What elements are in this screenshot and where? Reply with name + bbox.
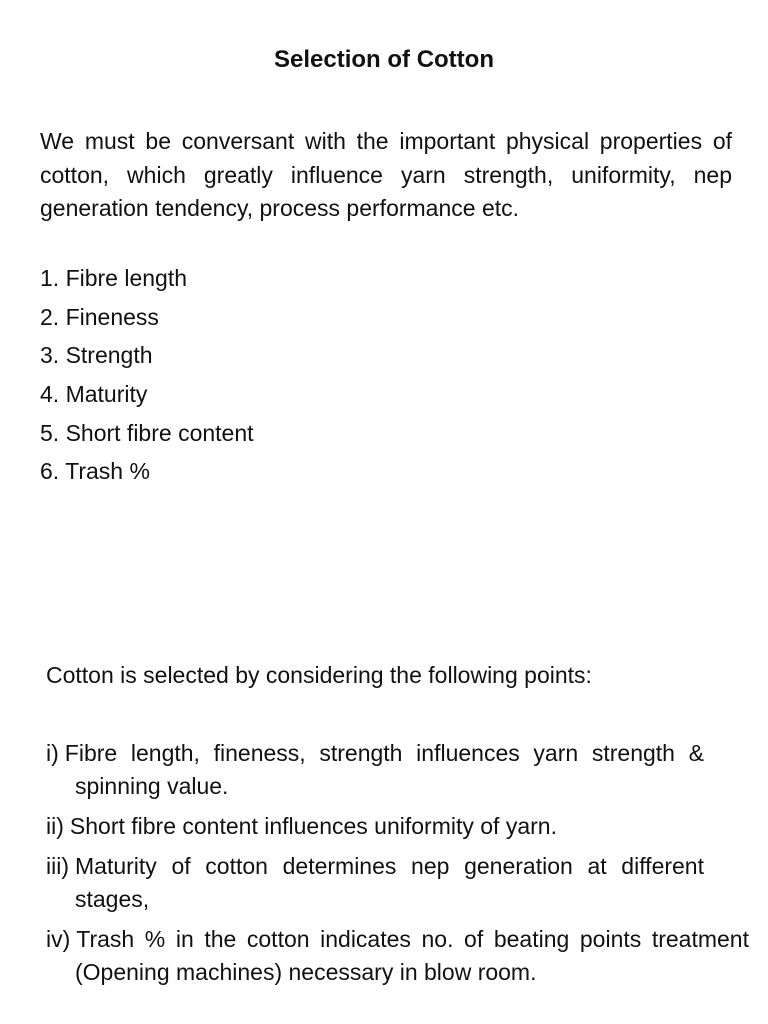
selection-point — [46, 923, 749, 989]
selection-point — [46, 810, 704, 843]
selection-points-list — [46, 737, 749, 996]
property-item: 2. Fineness — [40, 303, 159, 330]
property-item: 1. Fibre length — [40, 265, 188, 291]
point-number: iv) — [46, 926, 71, 952]
point-text: Maturity of cotton determines nep generation at different stages, — [75, 853, 704, 912]
point-text: Trash % in the cotton indicates no. of beating points treatment (Opening machines) necessary in blow room. — [75, 926, 749, 985]
property-item: 6. Trash % — [40, 458, 150, 485]
point-number: ii) — [46, 813, 64, 839]
point-text: Short fibre content influences uniformity of yarn. — [69, 813, 557, 839]
point-number: iii) — [46, 853, 69, 879]
selection-lead: Cotton is selected by considering the following points: — [46, 662, 592, 688]
intro-paragraph: We must be conversant with the important physical properties of cotton, which greatly influence yarn strength, uniformity, nep generation tendency, process performance etc. — [40, 128, 732, 221]
property-item: 5. Short fibre content — [40, 419, 254, 446]
property-item: 4. Maturity — [40, 381, 148, 408]
selection-point — [46, 850, 704, 916]
point-number: i) — [46, 740, 59, 766]
property-list — [40, 262, 732, 494]
property-item: 3. Strength — [40, 342, 153, 369]
selection-point — [46, 737, 704, 803]
point-text: Fibre length, fineness, strength influences yarn strength & spinning value. — [64, 740, 704, 799]
page-title: Selection of Cotton — [274, 46, 494, 73]
